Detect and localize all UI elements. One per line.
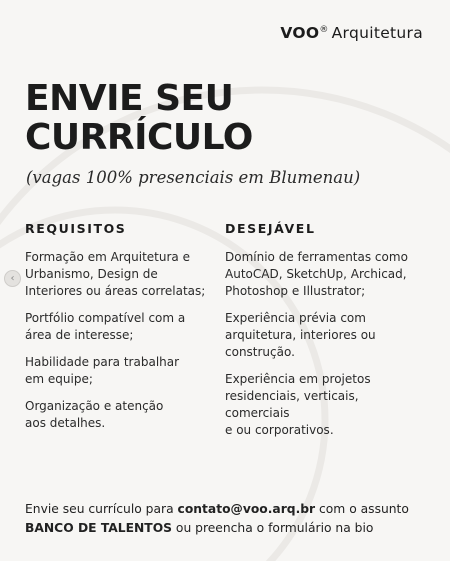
- title-line-1: ENVIE SEU: [25, 78, 234, 119]
- list-item: Habilidade para trabalhar em equipe;: [25, 355, 180, 386]
- requirements-heading: REQUISITOS: [25, 221, 127, 236]
- desirable-heading: DESEJÁVEL: [225, 221, 316, 236]
- brand-logo: [280, 24, 423, 42]
- list-item: Domínio de ferramentas como AutoCAD, SketchUp, Archicad, Photoshop e Illustrator;: [225, 250, 408, 298]
- footer-text-3: ou preencha o formulário na bio: [172, 521, 374, 535]
- requirements-list: [25, 249, 215, 432]
- email-subject: BANCO DE TALENTOS: [25, 521, 173, 535]
- desirable-section: [225, 221, 425, 449]
- list-item: Experiência em projetos residenciais, verticais, comerciais e ou corporativos.: [225, 372, 371, 437]
- page-subtitle: (vagas 100% presenciais em Blumenau): [26, 168, 361, 187]
- requirements-section: [25, 221, 215, 442]
- footer-text-2: com o assunto: [315, 502, 409, 516]
- title-line-2: CURRÍCULO: [25, 117, 253, 158]
- carousel-prev-icon[interactable]: ‹: [4, 270, 21, 287]
- list-item: Formação em Arquitetura e Urbanismo, Design de Interiores ou áreas correlatas;: [25, 250, 206, 298]
- list-item: Organização e atenção aos detalhes.: [25, 399, 164, 430]
- footer-text-1: Envie seu currículo para: [25, 502, 178, 516]
- brand-registered-mark: ®: [319, 25, 329, 35]
- desirable-list: [225, 249, 425, 439]
- brand-name: VOO: [280, 24, 320, 42]
- page-title: [25, 79, 253, 157]
- list-item: Portfólio compatível com a área de interesse;: [25, 311, 186, 342]
- brand-suffix: Arquitetura: [331, 24, 423, 42]
- footer-cta: [25, 500, 435, 538]
- list-item: Experiência prévia com arquitetura, interiores ou construção.: [225, 311, 376, 359]
- contact-email[interactable]: contato@voo.arq.br: [177, 502, 316, 516]
